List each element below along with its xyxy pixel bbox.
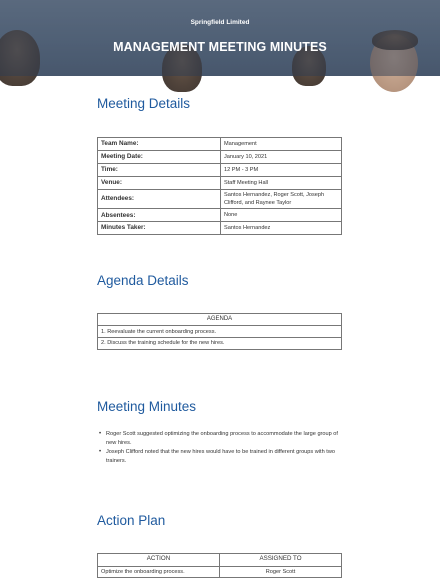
- action-row: [98, 566, 342, 578]
- meeting-details-table: [97, 137, 342, 235]
- details-row: [98, 150, 342, 163]
- details-row: [98, 138, 342, 151]
- assigned-column-header: ASSIGNED TO: [220, 554, 342, 567]
- details-label: Attendees:: [98, 189, 221, 209]
- action-cell: Optimize the onboarding process.: [98, 566, 220, 578]
- document-title: MANAGEMENT MEETING MINUTES: [113, 40, 327, 54]
- details-label: Minutes Taker:: [98, 222, 221, 235]
- details-label: Meeting Date:: [98, 150, 221, 163]
- minutes-item: • Joseph Clifford noted that the new hires would have to be trained in different groups with two trainers.: [99, 448, 344, 466]
- details-value: 12 PM - 3 PM: [221, 163, 342, 176]
- details-row: [98, 176, 342, 189]
- details-row: [98, 163, 342, 176]
- details-label: Team Name:: [98, 138, 221, 151]
- assigned-cell: Roger Scott: [220, 566, 342, 578]
- action-column-header: ACTION: [98, 554, 220, 567]
- action-plan-table: [97, 553, 342, 578]
- details-value: January 10, 2021: [221, 150, 342, 163]
- details-label: Venue:: [98, 176, 221, 189]
- agenda-header: AGENDA: [98, 314, 342, 326]
- company-name: Springfield Limited: [190, 19, 250, 26]
- details-label: Absentees:: [98, 209, 221, 222]
- agenda-details-heading: Agenda Details: [97, 273, 189, 288]
- details-value: Management: [221, 138, 342, 151]
- agenda-table: [97, 313, 342, 350]
- agenda-item: 2. Discuss the training schedule for the new hires.: [98, 337, 342, 349]
- agenda-row: [98, 326, 342, 338]
- agenda-row: [98, 337, 342, 349]
- agenda-item: 1. Reevaluate the current onboarding process.: [98, 326, 342, 338]
- details-value: Santos Hernandez, Roger Scott, Joseph Clifford, and Raynee Taylor: [221, 189, 342, 209]
- details-row: [98, 189, 342, 209]
- header-banner: [0, 0, 440, 76]
- meeting-details-heading: Meeting Details: [97, 96, 191, 111]
- details-value: None: [221, 209, 342, 222]
- details-value: Staff Meeting Hall: [221, 176, 342, 189]
- details-row: [98, 209, 342, 222]
- minutes-list: [99, 430, 344, 467]
- details-label: Time:: [98, 163, 221, 176]
- details-value: Santos Hernandez: [221, 222, 342, 235]
- action-plan-heading: Action Plan: [97, 513, 166, 528]
- details-row: [98, 222, 342, 235]
- meeting-minutes-heading: Meeting Minutes: [97, 399, 197, 414]
- banner-overlay: [0, 0, 440, 76]
- minutes-item: • Roger Scott suggested optimizing the onboarding process to accommodate the large group of new hires.: [99, 430, 344, 448]
